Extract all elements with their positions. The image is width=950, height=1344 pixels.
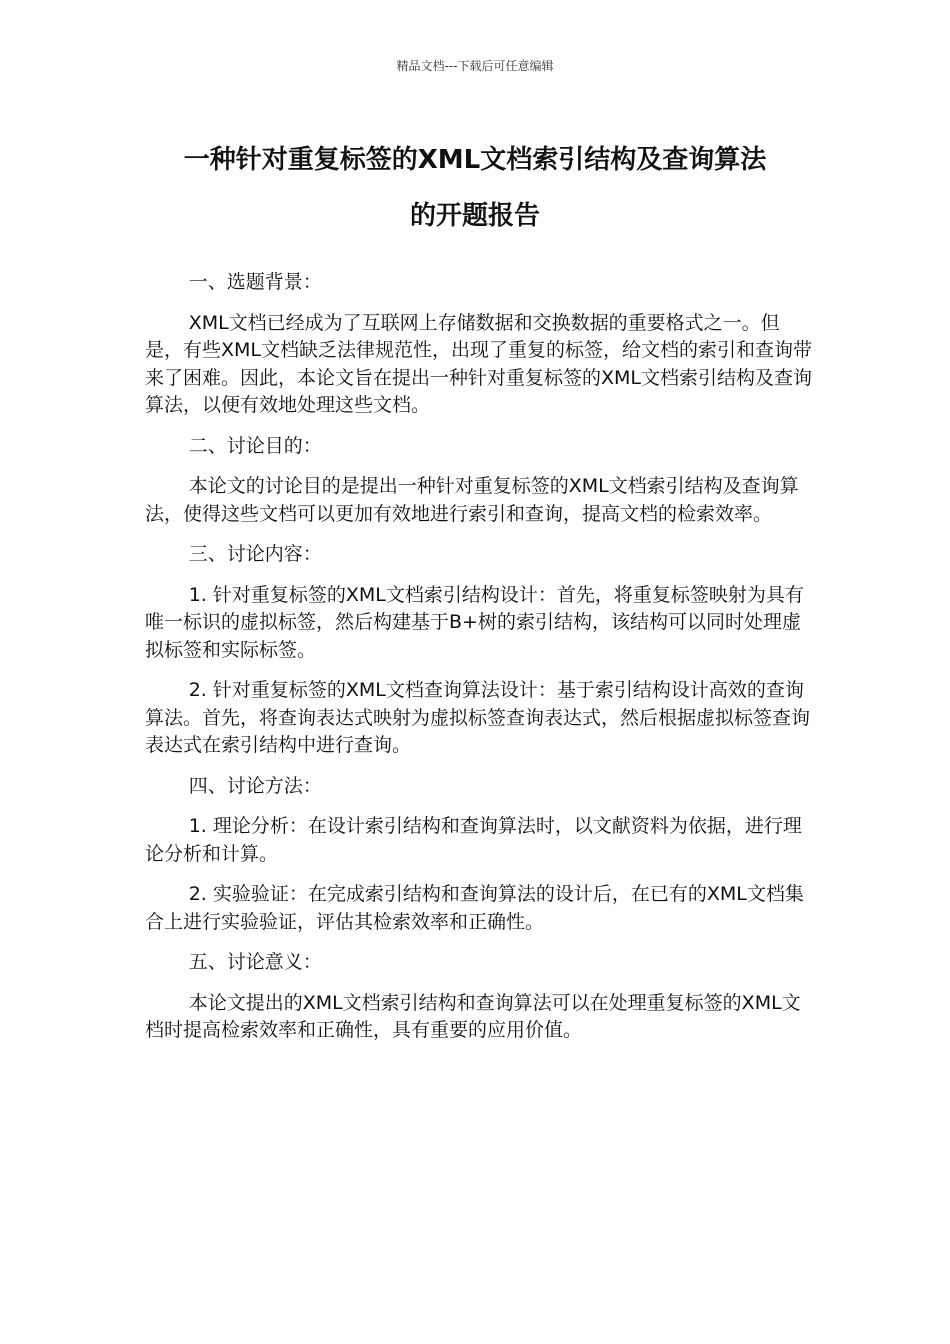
title-line-2: 的开题报告 (409, 201, 540, 231)
paragraph-purpose: 本论文的讨论目的是提出一种针对重复标签的XML文档索引结构及查询算法，使得这些文档可以更加有效地进行索引和查询，提高文档的检索效率。 (145, 475, 799, 525)
section-heading-background: 一、选题背景： (188, 271, 322, 293)
section-heading-purpose: 二、讨论目的： (188, 434, 322, 457)
section-heading-significance: 五、讨论意义： (188, 951, 322, 973)
paragraph-content-query-algorithm: 2. 针对重复标签的XML文档查询算法设计：基于索引结构设计高效的查询算法。首先，将查询表达式映射为虚拟标签查询表达式，然后根据虚拟标签查询表达式在索引结构中进行查询。 (145, 679, 811, 756)
paragraph-method-theory: 1. 理论分析：在设计索引结构和查询算法时，以文献资料为依据，进行理论分析和计算。 (145, 815, 802, 865)
paragraph-significance: 本论文提出的XML文档索引结构和查询算法可以在处理重复标签的XML文档时提高检索效率和正确性，具有重要的应用价值。 (145, 991, 801, 1041)
title-line-1: 一种针对重复标签的XML文档索引结构及查询算法 (183, 145, 767, 175)
paragraph-background: XML文档已经成为了互联网上存储数据和交换数据的重要格式之一。但是，有些XML文档缺乏法律规范性，出现了重复的标签，给文档的索引和查询带来了困难。因此，本论文旨在提出一种针对重复标签的XML文档索引结构及查询算法，以便有效地处理这些文档。 (145, 311, 812, 416)
document-body (145, 269, 813, 1058)
section-heading-content: 三、讨论内容： (188, 543, 322, 565)
paragraph-content-index-structure: 1. 针对重复标签的XML文档索引结构设计：首先，将重复标签映射为具有唯一标识的虚拟标签，然后构建基于B+树的索引结构，该结构可以同时处理虚拟标签和实际标签。 (145, 583, 804, 661)
page-header: 精品文档---下载后可任意编辑 (396, 59, 554, 73)
document-title (120, 132, 830, 244)
paragraph-method-experiment: 2. 实验验证：在完成索引结构和查询算法的设计后，在已有的XML文档集合上进行实验验证，评估其检索效率和正确性。 (145, 883, 804, 933)
section-heading-method: 四、讨论方法： (188, 774, 322, 797)
